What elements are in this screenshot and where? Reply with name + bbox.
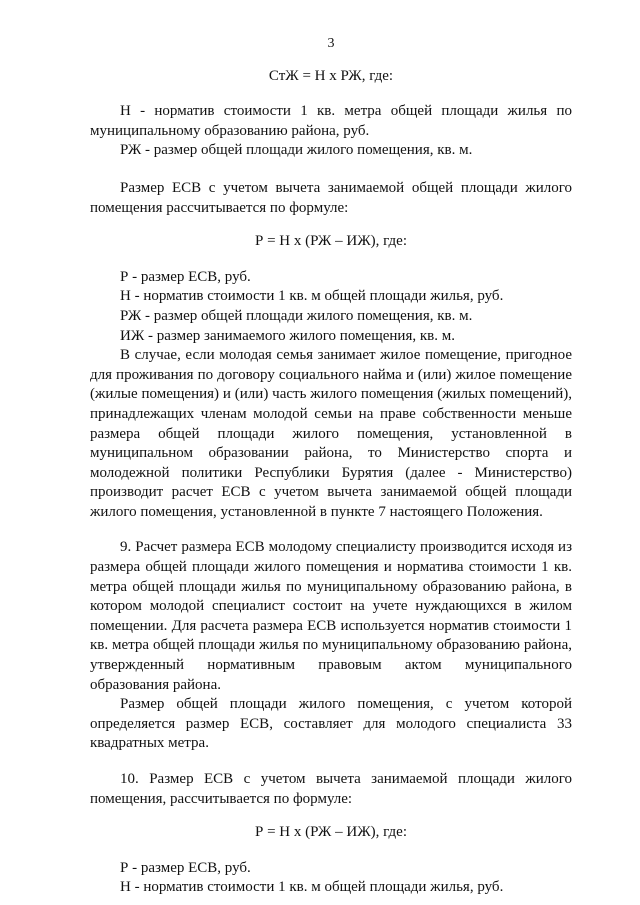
formula-cost: СтЖ = Н х РЖ, где:: [268, 67, 394, 84]
definition-izh: ИЖ - размер занимаемого жилого помещения, кв. м.: [120, 327, 455, 344]
paragraph-9: 9. Расчет размера ЕСВ молодому специалисту производится исходя из размера общей площади жилого помещения и норматива стоимости 1 кв. метра общей площади жилья по муниципальному образованию района, в котором молодой специалист состоит на учете нуждающихся в жилом помещении. Для расчета размера ЕСВ используется норматив стоимости 1 кв. метра общей площади жилья по муниципальному образованию района, утвержденный нормативным правовым актом муниципального образования района.: [90, 539, 572, 693]
definition-rzh: РЖ - размер общей площади жилого помещения, кв. м.: [120, 142, 473, 159]
definition-rzh: РЖ - размер общей площади жилого помещения, кв. м.: [120, 307, 473, 324]
document-page: [90, 34, 572, 898]
definition-r: Р - размер ЕСВ, руб.: [120, 859, 251, 876]
definition-n: Н - норматив стоимости 1 кв. м общей площади жилья, руб.: [120, 288, 504, 305]
paragraph-9-area: Размер общей площади жилого помещения, с учетом которой определяется размер ЕСВ, составляет для молодого специалиста 33 квадратных метра.: [90, 696, 572, 752]
definition-n: Н - норматив стоимости 1 кв. метра общей площади жилья по муниципальному образованию района, руб.: [90, 103, 572, 139]
page-number: 3: [327, 36, 335, 51]
formula-esv-2: Р = Н х (РЖ – ИЖ), где:: [254, 824, 407, 841]
formula-esv: Р = Н х (РЖ – ИЖ), где:: [254, 233, 407, 250]
definition-n: Н - норматив стоимости 1 кв. м общей площади жилья, руб.: [120, 879, 504, 896]
paragraph-esv-intro: Размер ЕСВ с учетом вычета занимаемой общей площади жилого помещения рассчитывается по формуле:: [90, 179, 572, 216]
paragraph-10: 10. Размер ЕСВ с учетом вычета занимаемой площади жилого помещения, рассчитывается по формуле:: [90, 771, 572, 807]
paragraph-case: В случае, если молодая семья занимает жилое помещение, пригодное для проживания по договору социального найма и (или) жилое помещение (жилые помещения) и (или) часть жилого помещения (жилых помещений), принадлежащих членам молодой семьи на праве собственности меньше размера общей площади жилого помещения, установленной в муниципальном образовании района, то Министерство спорта и молодежной политики Республики Бурятия (далее - Министерство) производит расчет ЕСВ с учетом вычета занимаемой общей площади жилого помещения, установленной в пункте 7 настоящего Положения.: [90, 347, 572, 520]
definition-r: Р - размер ЕСВ, руб.: [120, 268, 251, 285]
